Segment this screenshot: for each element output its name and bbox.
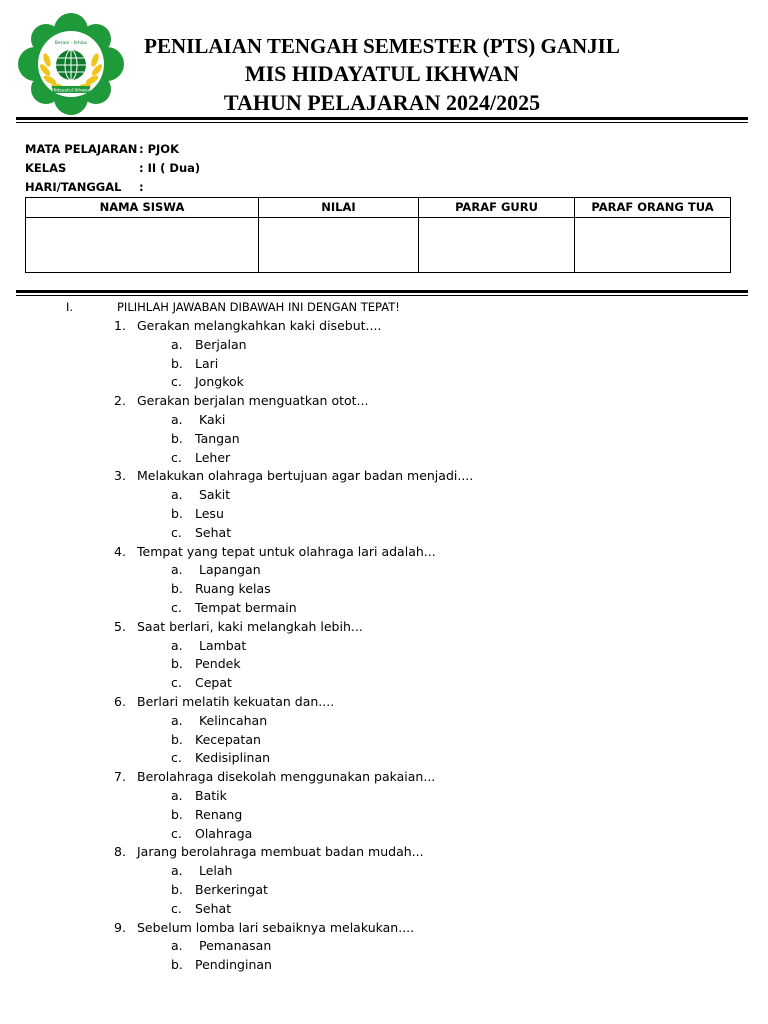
answer-option: [0, 373, 768, 392]
question-number: 5.: [114, 618, 126, 634]
question-item: [0, 693, 768, 712]
question-item: [0, 543, 768, 562]
question-text: Jarang berolahraga membuat badan mudah...: [137, 844, 424, 860]
option-letter: a.: [171, 487, 183, 503]
option-letter: b.: [171, 957, 183, 973]
option-letter: c.: [171, 524, 182, 540]
header-parent-signature: PARAF ORANG TUA: [575, 198, 731, 218]
section-divider-thin: [16, 295, 748, 296]
option-text: Berkeringat: [195, 881, 268, 897]
question-text: Tempat yang tepat untuk olahraga lari adalah...: [137, 543, 436, 559]
option-text: Sakit: [195, 487, 231, 503]
class-label: KELAS: [25, 161, 67, 175]
score-cell[interactable]: [259, 218, 419, 273]
option-text: Lelah: [195, 863, 233, 879]
question-item: [0, 392, 768, 411]
answer-option: [0, 900, 768, 919]
option-letter: b.: [171, 505, 183, 521]
option-text: Tangan: [195, 430, 240, 446]
section-number: I.: [66, 300, 74, 314]
exam-title: PENILAIAN TENGAH SEMESTER (PTS) GANJIL: [144, 34, 620, 58]
option-text: Renang: [195, 806, 243, 822]
logo-banner-text: Hidayatul Ikhwan: [51, 88, 91, 94]
option-text: Kaki: [195, 411, 226, 427]
option-text: Cepat: [195, 675, 232, 691]
option-text: Leher: [195, 449, 231, 465]
question-item: [0, 317, 768, 336]
question-item: [0, 919, 768, 938]
score-table-entry-row: [26, 218, 731, 273]
answer-option: [0, 806, 768, 825]
option-letter: b.: [171, 656, 183, 672]
question-item: [0, 843, 768, 862]
answer-option: [0, 355, 768, 374]
class-line: [25, 161, 200, 175]
answer-option: [0, 505, 768, 524]
option-text: Olahraga: [195, 825, 253, 841]
option-text: Lesu: [195, 505, 224, 521]
question-item: [0, 618, 768, 637]
date-value: :: [139, 180, 144, 194]
date-line: [25, 180, 144, 194]
option-letter: a.: [171, 863, 183, 879]
answer-option: [0, 430, 768, 449]
option-letter: b.: [171, 355, 183, 371]
option-text: Sehat: [195, 900, 232, 916]
option-letter: c.: [171, 374, 182, 390]
answer-option: [0, 449, 768, 468]
question-number: 4.: [114, 543, 126, 559]
option-letter: a.: [171, 712, 183, 728]
logo-top-text: Berani - Ikhlas: [54, 41, 88, 46]
answer-option: [0, 749, 768, 768]
answer-option: [0, 561, 768, 580]
option-text: Batik: [195, 787, 227, 803]
answer-option: [0, 731, 768, 750]
option-text: Pemanasan: [195, 938, 272, 954]
option-text: Sehat: [195, 524, 232, 540]
answer-option: [0, 486, 768, 505]
option-letter: c.: [171, 599, 182, 615]
question-item: [0, 768, 768, 787]
option-letter: a.: [171, 336, 183, 352]
option-text: Pendek: [195, 656, 241, 672]
section-divider-thick: [16, 290, 748, 293]
question-text: Berolahraga disekolah menggunakan pakaian...: [137, 769, 436, 785]
globe-icon: [56, 50, 86, 80]
answer-option: [0, 937, 768, 956]
option-letter: b.: [171, 581, 183, 597]
subject-label: MATA PELAJARAN: [25, 142, 138, 156]
question-text: Saat berlari, kaki melangkah lebih...: [137, 618, 363, 634]
answer-option: [0, 712, 768, 731]
option-letter: a.: [171, 787, 183, 803]
answer-option: [0, 411, 768, 430]
question-number: 1.: [114, 318, 126, 333]
header-student-name: NAMA SISWA: [26, 198, 259, 218]
school-logo: [14, 12, 128, 116]
subject-value: : PJOK: [139, 142, 179, 156]
question-number: 6.: [114, 693, 126, 709]
option-text: Kelincahan: [195, 712, 268, 728]
answer-option: [0, 881, 768, 900]
student-name-cell[interactable]: [26, 218, 259, 273]
question-text: Gerakan berjalan menguatkan otot...: [137, 393, 369, 409]
header-score: NILAI: [259, 198, 419, 218]
option-text: Kedisiplinan: [195, 750, 271, 766]
option-text: Tempat bermain: [195, 599, 297, 615]
option-letter: a.: [171, 637, 183, 653]
class-value: : II ( Dua): [139, 161, 201, 175]
option-text: Lambat: [195, 637, 247, 653]
score-table-header-row: [26, 198, 731, 218]
answer-option: [0, 655, 768, 674]
option-letter: c.: [171, 825, 182, 841]
question-text: Melakukan olahraga bertujuan agar badan menjadi....: [137, 468, 474, 484]
header-divider-thick: [16, 117, 748, 120]
option-letter: c.: [171, 900, 182, 916]
header-divider-thin: [16, 122, 748, 123]
answer-option: [0, 956, 768, 975]
header-teacher-signature: PARAF GURU: [419, 198, 575, 218]
option-letter: c.: [171, 750, 182, 766]
question-list: [0, 317, 768, 975]
option-letter: a.: [171, 411, 183, 427]
question-item: [0, 467, 768, 486]
answer-option: [0, 637, 768, 656]
answer-option: [0, 674, 768, 693]
option-text: Berjalan: [195, 336, 247, 352]
option-letter: c.: [171, 675, 182, 691]
option-letter: b.: [171, 430, 183, 446]
question-text: Gerakan melangkahkan kaki disebut....: [137, 318, 382, 333]
question-number: 9.: [114, 919, 126, 935]
option-text: Lapangan: [195, 562, 261, 578]
section-instruction: PILIHLAH JAWABAN DIBAWAH INI DENGAN TEPAT!: [117, 300, 400, 314]
academic-year: TAHUN PELAJARAN 2024/2025: [223, 90, 541, 115]
answer-option: [0, 524, 768, 543]
question-number: 8.: [114, 844, 126, 860]
subject-line: [25, 142, 179, 156]
option-text: Pendinginan: [195, 957, 272, 973]
question-text: Sebelum lomba lari sebaiknya melakukan....: [137, 919, 415, 935]
parent-signature-cell[interactable]: [575, 218, 731, 273]
answer-option: [0, 599, 768, 618]
option-letter: a.: [171, 938, 183, 954]
date-label: HARI/TANGGAL: [25, 180, 122, 194]
question-number: 7.: [114, 769, 126, 785]
question-text: Berlari melatih kekuatan dan....: [137, 693, 335, 709]
option-letter: c.: [171, 449, 182, 465]
teacher-signature-cell[interactable]: [419, 218, 575, 273]
option-letter: a.: [171, 562, 183, 578]
school-name: MIS HIDAYATUL IKHWAN: [244, 61, 520, 86]
question-number: 3.: [114, 468, 126, 484]
question-number: 2.: [114, 393, 126, 409]
option-letter: b.: [171, 731, 183, 747]
answer-option: [0, 825, 768, 844]
score-table: [25, 197, 731, 273]
option-text: Ruang kelas: [195, 581, 271, 597]
option-text: Jongkok: [195, 374, 244, 390]
option-text: Kecepatan: [195, 731, 261, 747]
option-letter: b.: [171, 806, 183, 822]
answer-option: [0, 336, 768, 355]
option-text: Lari: [195, 355, 219, 371]
answer-option: [0, 580, 768, 599]
answer-option: [0, 862, 768, 881]
answer-option: [0, 787, 768, 806]
option-letter: b.: [171, 881, 183, 897]
